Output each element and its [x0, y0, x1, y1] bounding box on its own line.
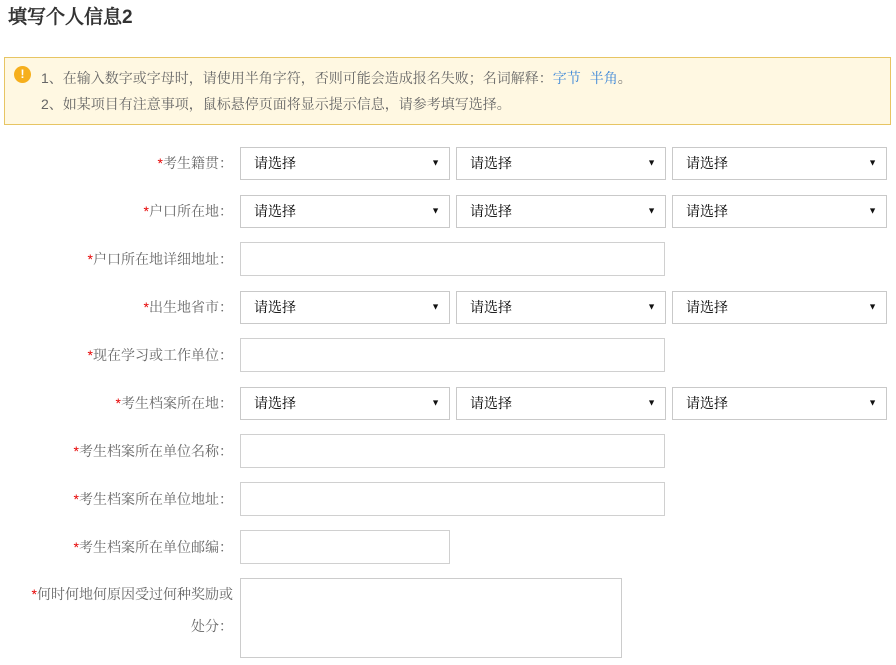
chevron-down-icon: ▼	[647, 205, 656, 216]
required-asterisk: *	[157, 155, 163, 171]
required-asterisk: *	[73, 539, 79, 555]
label-text: 考生档案所在单位邮编：	[79, 539, 233, 555]
select-value: 请选择	[254, 155, 296, 171]
row-candidate-file-unit-postcode	[0, 530, 896, 564]
required-asterisk: *	[73, 443, 79, 459]
candidate-native-place-select-2[interactable]	[456, 147, 666, 180]
row-candidate-native-place	[0, 146, 896, 180]
household-registration-select-3[interactable]	[672, 195, 887, 228]
row-candidate-file-location	[0, 386, 896, 420]
select-value: 请选择	[470, 299, 512, 315]
candidate-native-place-select-1[interactable]	[240, 147, 450, 180]
required-asterisk: *	[87, 347, 93, 363]
personal-info-form	[0, 146, 896, 658]
row-birthplace-province-city	[0, 290, 896, 324]
candidate-file-location-select-3[interactable]	[672, 387, 887, 420]
birthplace-select-1[interactable]	[240, 291, 450, 324]
select-value: 请选择	[686, 299, 728, 315]
row-household-registration-location	[0, 194, 896, 228]
chevron-down-icon: ▼	[647, 157, 656, 168]
select-value: 请选择	[254, 395, 296, 411]
chevron-down-icon: ▼	[647, 397, 656, 408]
label-text: 考生籍贯：	[163, 155, 233, 171]
row-candidate-file-unit-name	[0, 434, 896, 468]
link-halfwidth[interactable]: 半角	[589, 70, 618, 86]
page-title: 填写个人信息2	[8, 7, 133, 28]
row-candidate-file-unit-address	[0, 482, 896, 516]
required-asterisk: *	[73, 491, 79, 507]
label-candidate-file-unit-address	[0, 483, 233, 515]
row-awards-or-punishments	[0, 578, 896, 658]
chevron-down-icon: ▼	[431, 301, 440, 312]
select-value: 请选择	[686, 395, 728, 411]
label-household-registration-location	[0, 195, 233, 227]
label-text: 何时何地何原因受过何种奖励或处分：	[37, 586, 233, 634]
required-asterisk: *	[31, 586, 37, 602]
select-value: 请选择	[470, 203, 512, 219]
label-current-study-or-work-unit	[0, 339, 233, 371]
label-candidate-file-unit-name	[0, 435, 233, 467]
notice-line-1	[41, 65, 878, 91]
birthplace-select-2[interactable]	[456, 291, 666, 324]
candidate-file-unit-address-input[interactable]	[240, 482, 665, 516]
current-study-or-work-unit-input[interactable]	[240, 338, 665, 372]
required-asterisk: *	[87, 251, 93, 267]
chevron-down-icon: ▼	[868, 301, 877, 312]
chevron-down-icon: ▼	[868, 157, 877, 168]
chevron-down-icon: ▼	[647, 301, 656, 312]
select-value: 请选择	[686, 203, 728, 219]
candidate-native-place-select-3[interactable]	[672, 147, 887, 180]
household-registration-select-2[interactable]	[456, 195, 666, 228]
label-candidate-file-unit-postcode	[0, 531, 233, 563]
chevron-down-icon: ▼	[868, 397, 877, 408]
exclamation-icon: !	[14, 66, 31, 83]
label-awards-or-punishments	[0, 578, 233, 642]
required-asterisk: *	[143, 203, 149, 219]
notice-box	[4, 57, 891, 125]
household-registration-detailed-address-input[interactable]	[240, 242, 665, 276]
notice-line-1-text: 1、在输入数字或字母时，请使用半角字符，否则可能会造成报名失败；名词解释：	[41, 70, 553, 86]
label-text: 出生地省市：	[149, 299, 233, 315]
required-asterisk: *	[143, 299, 149, 315]
candidate-file-location-select-2[interactable]	[456, 387, 666, 420]
label-text: 考生档案所在单位地址：	[79, 491, 233, 507]
label-birthplace-province-city	[0, 291, 233, 323]
chevron-down-icon: ▼	[431, 397, 440, 408]
select-value: 请选择	[470, 395, 512, 411]
label-text: 考生档案所在单位名称：	[79, 443, 233, 459]
link-byte[interactable]: 字节	[552, 70, 581, 86]
label-text: 户口所在地详细地址：	[93, 251, 233, 267]
candidate-file-unit-name-input[interactable]	[240, 434, 665, 468]
label-household-registration-detailed-address	[0, 243, 233, 275]
chevron-down-icon: ▼	[431, 205, 440, 216]
row-household-registration-detailed-address	[0, 242, 896, 276]
label-candidate-native-place	[0, 147, 233, 179]
label-text: 现在学习或工作单位：	[93, 347, 233, 363]
chevron-down-icon: ▼	[431, 157, 440, 168]
label-text: 户口所在地：	[149, 203, 233, 219]
label-candidate-file-location	[0, 387, 233, 419]
label-text: 考生档案所在地：	[121, 395, 233, 411]
select-value: 请选择	[686, 155, 728, 171]
chevron-down-icon: ▼	[868, 205, 877, 216]
required-asterisk: *	[115, 395, 121, 411]
notice-line-2: 2、如某项目有注意事项，鼠标悬停页面将显示提示信息，请参考填写选择。	[41, 96, 511, 112]
birthplace-select-3[interactable]	[672, 291, 887, 324]
notice-line-1-suffix: 。	[617, 70, 632, 86]
candidate-file-location-select-1[interactable]	[240, 387, 450, 420]
awards-or-punishments-textarea[interactable]	[240, 578, 622, 658]
candidate-file-unit-postcode-input[interactable]	[240, 530, 450, 564]
select-value: 请选择	[254, 203, 296, 219]
select-value: 请选择	[470, 155, 512, 171]
household-registration-select-1[interactable]	[240, 195, 450, 228]
row-current-study-or-work-unit	[0, 338, 896, 372]
select-value: 请选择	[254, 299, 296, 315]
